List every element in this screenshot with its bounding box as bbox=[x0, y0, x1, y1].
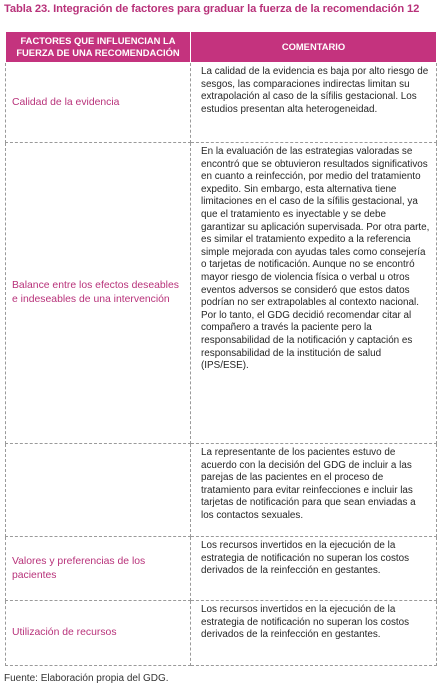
recommendation-factors-table bbox=[5, 31, 437, 666]
factor-cell: Balance entre los efectos deseables e indeseables de una intervención bbox=[6, 143, 191, 444]
comment-cell: Los recursos invertidos en la ejecución de la estrategia de notificación no superan los costos derivados de la reinfección en gestantes. bbox=[191, 601, 437, 666]
comment-cell: La representante de los pacientes estuvo de acuerdo con la decisión del GDG de incluir a las parejas de las pacientes en el proceso de tratamiento para evitar reinfecciones e incluir las tarjetas de notificación para que sean enviadas a los contactos sexuales. bbox=[191, 444, 437, 537]
table-row bbox=[6, 537, 437, 601]
factor-cell: Utilización de recursos bbox=[6, 601, 191, 666]
factor-cell bbox=[6, 444, 191, 537]
table-footer-source: Fuente: Elaboración propia del GDG. bbox=[4, 673, 169, 684]
header-factor: FACTORES QUE INFLUENCIAN LA FUERZA DE UNA RECOMENDACIÓN bbox=[6, 32, 191, 63]
factor-cell: Valores y preferencias de los pacientes bbox=[6, 537, 191, 601]
header-comment: COMENTARIO bbox=[191, 32, 437, 63]
table-row bbox=[6, 63, 437, 143]
factor-cell: Calidad de la evidencia bbox=[6, 63, 191, 143]
comment-cell: En la evaluación de las estrategias valoradas se encontró que se obtuvieron resultados significativos en cuanto a reinfección, por medio del tratamiento expedito. Sin embargo, esta alternativa tiene limitaciones en el caso de la sífilis gestacional, ya que el tratamiento es inyectable y se debe garantizar su aplicación supervisada. Por otra parte, es similar el tratamiento expedito a la referencia simple mejorada con ayudas tales como consejería o tarjetas de notificación. Aunque no se encontró mayor riesgo de violencia física o verbal u otros eventos adversos se consideró que estos datos podrían no ser extrapolables al contexto nacional. Por lo tanto, el GDG decidió recomendar citar al compañero a través la paciente pero la responsabilidad de la notificación y captación es responsabilidad de la institución de salud (IPS/ESE). bbox=[191, 143, 437, 444]
table-header-row bbox=[6, 32, 437, 63]
comment-cell: La calidad de la evidencia es baja por alto riesgo de sesgos, las comparaciones indirectas limitan su extrapolación al caso de la sífilis gestacional. Los estudios presentan alta heterogeneidad. bbox=[191, 63, 437, 143]
comment-cell: Los recursos invertidos en la ejecución de la estrategia de notificación no superan los costos derivados de la reinfección en gestantes. bbox=[191, 537, 437, 601]
table-row bbox=[6, 444, 437, 537]
table-row bbox=[6, 601, 437, 666]
table-caption: Tabla 23. Integración de factores para graduar la fuerza de la recomendación 12 bbox=[4, 3, 420, 15]
table-row bbox=[6, 143, 437, 444]
